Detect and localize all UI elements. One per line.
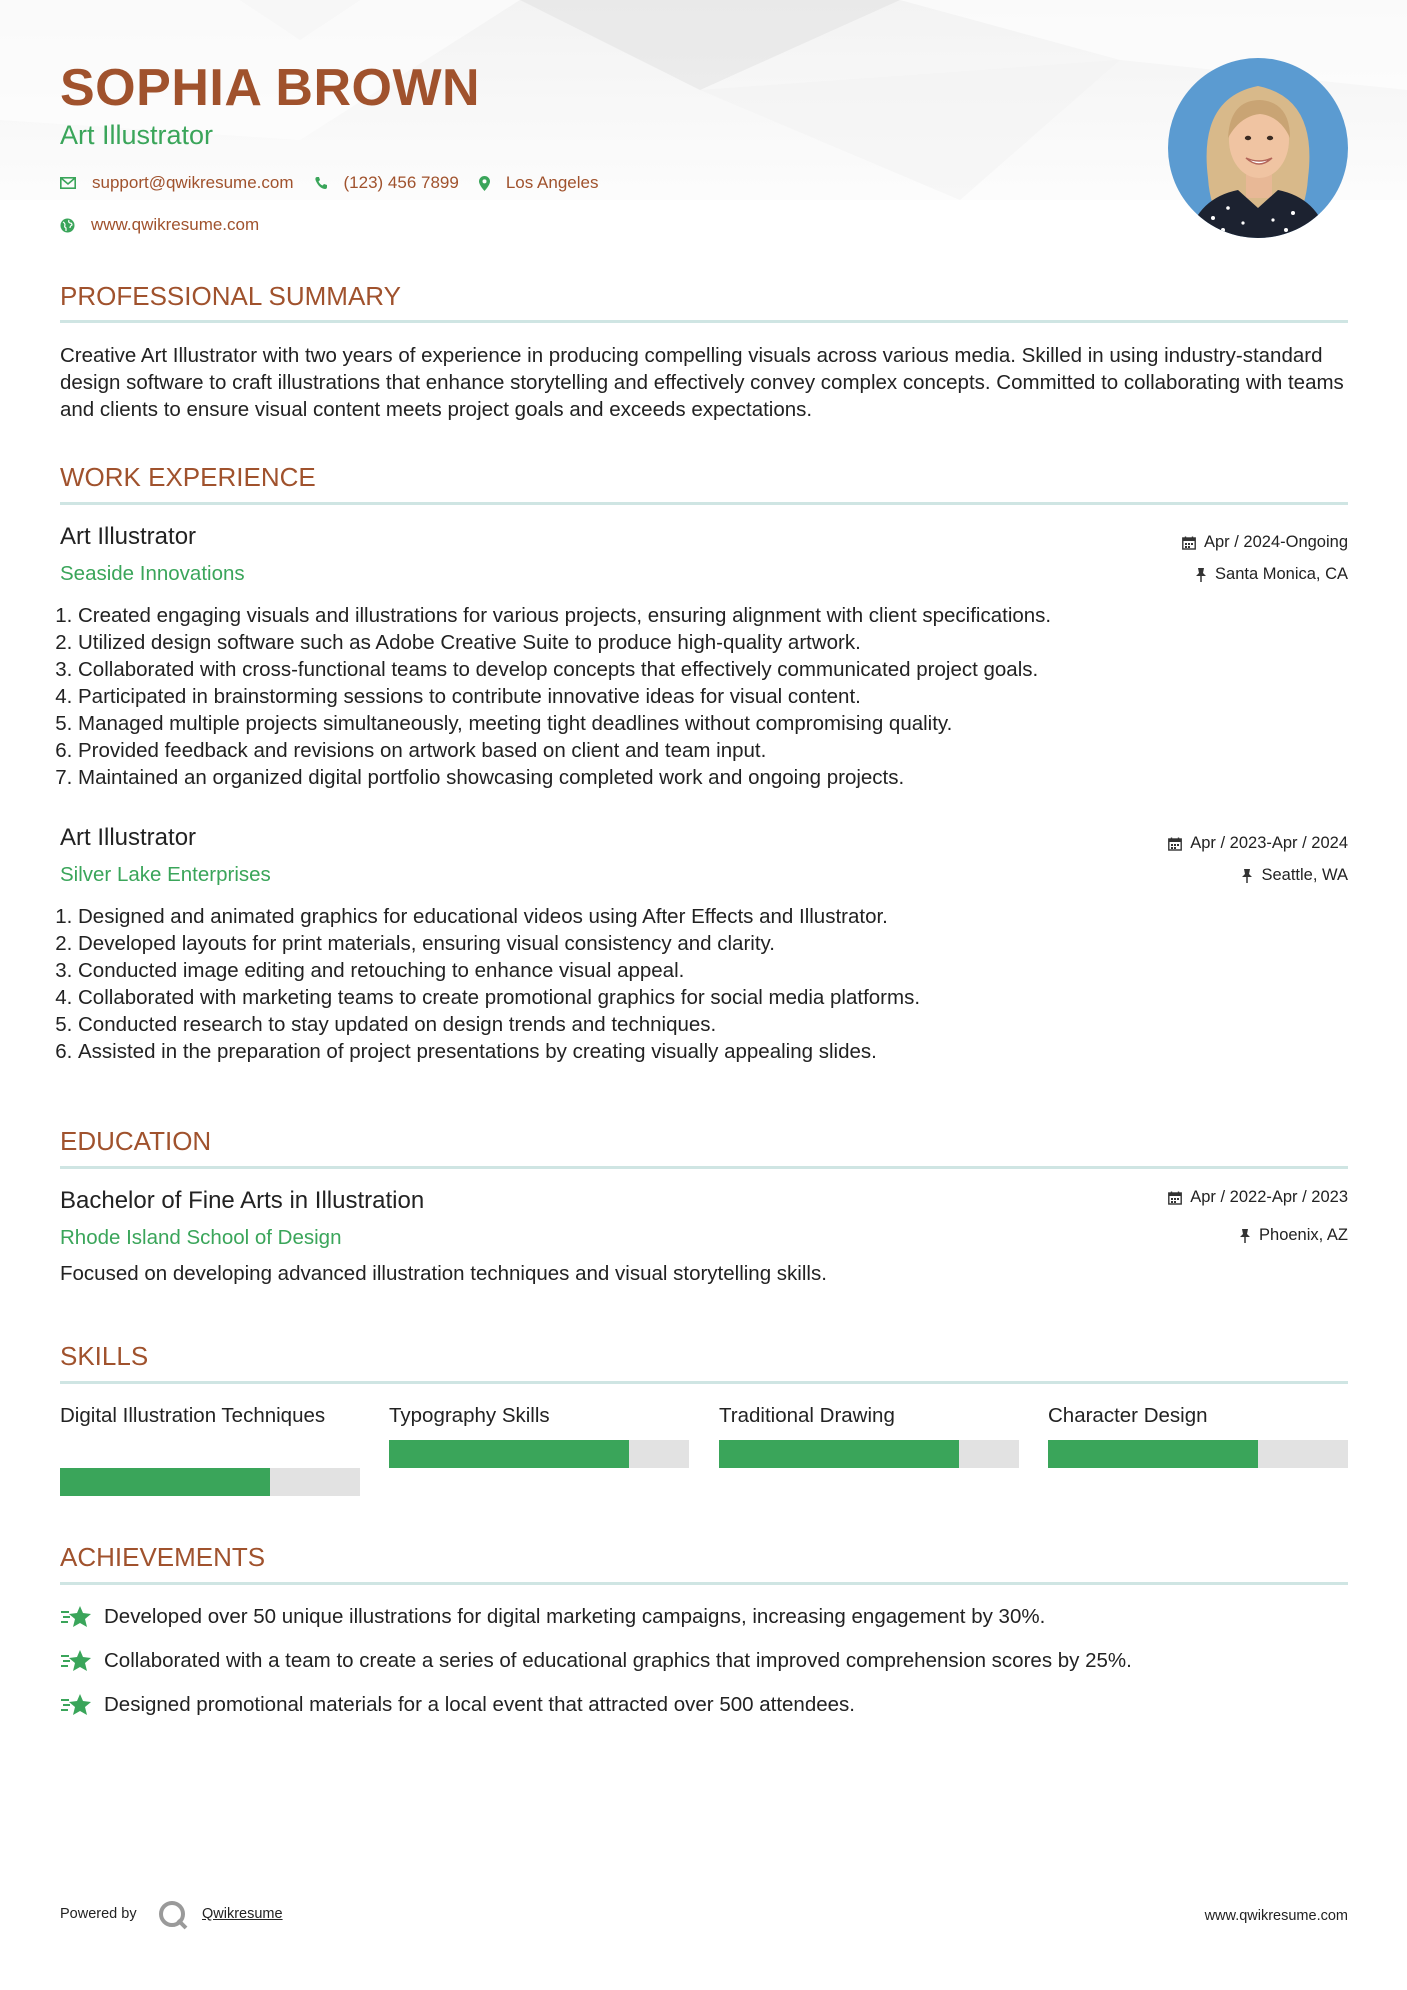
contact-email[interactable] xyxy=(60,173,294,193)
job-dates-text: Apr / 2024-Ongoing xyxy=(1203,533,1348,551)
job-responsibilities xyxy=(60,903,1366,1065)
contact-location xyxy=(479,173,599,193)
skill-label: Character Design xyxy=(1048,1404,1208,1427)
section-title-education: EDUCATION xyxy=(60,1126,212,1156)
section-divider xyxy=(60,1166,1348,1169)
qwikresume-link[interactable]: Qwikresume xyxy=(202,1906,283,1922)
degree-title: Bachelor of Fine Arts in Illustration xyxy=(60,1187,425,1214)
education-description: Focused on developing advanced illustration techniques and visual storytelling skills. xyxy=(60,1262,827,1285)
globe-icon xyxy=(60,218,75,233)
contact-phone[interactable] xyxy=(314,173,459,193)
job-location-text: Seattle, WA xyxy=(1261,866,1348,884)
envelope-icon xyxy=(60,177,76,189)
powered-by-label: Powered by xyxy=(60,1906,137,1922)
list-item: 5. Conducted research to stay updated on design trends and techniques. xyxy=(78,1011,1366,1038)
list-item: 4. Collaborated with marketing teams to create promotional graphics for social media platforms. xyxy=(78,984,1366,1011)
star-achievement-icon xyxy=(60,1648,92,1674)
candidate-name: SOPHIA BROWN xyxy=(60,59,481,117)
skill-level-fill xyxy=(389,1440,629,1468)
section-title-skills: SKILLS xyxy=(60,1341,149,1371)
skill-item xyxy=(1048,1402,1348,1429)
skill-item xyxy=(60,1402,360,1429)
achievement-text: Designed promotional materials for a local event that attracted over 500 attendees. xyxy=(104,1693,855,1716)
skill-label: Typography Skills xyxy=(389,1404,550,1427)
calendar-icon xyxy=(1168,837,1182,851)
section-title-achievements: ACHIEVEMENTS xyxy=(60,1542,266,1572)
section-divider xyxy=(60,320,1348,323)
skill-level-fill xyxy=(719,1440,959,1468)
list-item: 5. Managed multiple projects simultaneously, meeting tight deadlines without compromising quality. xyxy=(78,710,1366,737)
section-title-experience: WORK EXPERIENCE xyxy=(60,462,316,492)
list-item: 2. Utilized design software such as Adobe Creative Suite to produce high-quality artwork. xyxy=(78,629,1366,656)
education-dates xyxy=(1168,1188,1348,1207)
job-location xyxy=(1241,866,1348,885)
list-item: 6. Provided feedback and revisions on artwork based on client and team input. xyxy=(78,737,1366,764)
pushpin-icon xyxy=(1195,568,1207,582)
contact-website[interactable] xyxy=(60,215,259,235)
website-text: www.qwikresume.com xyxy=(91,215,260,234)
phone-icon xyxy=(314,176,328,190)
location-text: Los Angeles xyxy=(505,173,599,192)
job-title: Art Illustrator xyxy=(60,523,197,550)
achievement-item xyxy=(60,1604,1045,1630)
qwikresume-logo-icon xyxy=(158,1900,190,1930)
map-pin-icon xyxy=(479,176,490,191)
company-name: Seaside Innovations xyxy=(60,562,245,585)
pushpin-icon xyxy=(1241,869,1253,883)
school-name: Rhode Island School of Design xyxy=(60,1226,342,1249)
list-item: 1. Designed and animated graphics for educational videos using After Effects and Illustrator. xyxy=(78,903,1366,930)
profile-photo xyxy=(1168,58,1348,238)
list-item: 7. Maintained an organized digital portfolio showcasing completed work and ongoing projects. xyxy=(78,764,1366,791)
skill-level-bar xyxy=(719,1440,1019,1468)
candidate-role: Art Illustrator xyxy=(60,120,214,150)
education-location-text: Phoenix, AZ xyxy=(1259,1226,1348,1244)
education-dates-text: Apr / 2022-Apr / 2023 xyxy=(1190,1188,1348,1206)
section-title-summary: PROFESSIONAL SUMMARY xyxy=(60,281,401,311)
company-name: Silver Lake Enterprises xyxy=(60,863,271,886)
list-item: 2. Developed layouts for print materials, ensuring visual consistency and clarity. xyxy=(78,930,1366,957)
contact-row-website xyxy=(60,215,279,235)
skill-item xyxy=(719,1402,1019,1429)
list-item: 1. Created engaging visuals and illustrations for various projects, ensuring alignment with client specifications. xyxy=(78,602,1366,629)
job-title: Art Illustrator xyxy=(60,824,197,851)
email-text: support@qwikresume.com xyxy=(92,173,294,192)
section-divider xyxy=(60,502,1348,505)
skill-item xyxy=(389,1402,689,1429)
achievement-text: Collaborated with a team to create a series of educational graphics that improved comprehension scores by 25%. xyxy=(104,1649,1132,1672)
skill-level-bar xyxy=(1048,1440,1348,1468)
skill-label: Digital Illustration Techniques xyxy=(60,1404,326,1427)
skill-level-bar xyxy=(389,1440,689,1468)
list-item: 6. Assisted in the preparation of project presentations by creating visually appealing slides. xyxy=(78,1038,1366,1065)
job-location-text: Santa Monica, CA xyxy=(1215,565,1348,583)
list-item: 3. Conducted image editing and retouching to enhance visual appeal. xyxy=(78,957,1366,984)
job-responsibilities xyxy=(60,602,1366,791)
star-achievement-icon xyxy=(60,1604,92,1630)
list-item: 3. Collaborated with cross-functional teams to develop concepts that effectively communicated project goals. xyxy=(78,656,1366,683)
job-dates xyxy=(1182,533,1348,552)
achievement-item xyxy=(60,1648,1132,1674)
skill-level-fill xyxy=(60,1468,270,1496)
pushpin-icon xyxy=(1239,1229,1251,1243)
calendar-icon xyxy=(1182,536,1196,550)
job-location xyxy=(1195,565,1348,584)
list-item: 4. Participated in brainstorming sessions to contribute innovative ideas for visual content. xyxy=(78,683,1366,710)
star-achievement-icon xyxy=(60,1692,92,1718)
phone-text: (123) 456 7899 xyxy=(343,173,459,192)
education-location xyxy=(1239,1226,1348,1245)
job-dates-text: Apr / 2023-Apr / 2024 xyxy=(1190,834,1348,852)
footer-website[interactable]: www.qwikresume.com xyxy=(1204,1908,1348,1924)
achievement-item xyxy=(60,1692,855,1718)
skill-label: Traditional Drawing xyxy=(719,1404,895,1427)
skill-level-fill xyxy=(1048,1440,1258,1468)
job-dates xyxy=(1168,834,1348,853)
calendar-icon xyxy=(1168,1191,1182,1205)
contact-row xyxy=(60,173,618,193)
skill-level-bar xyxy=(60,1468,360,1496)
section-divider xyxy=(60,1381,1348,1384)
achievement-text: Developed over 50 unique illustrations for digital marketing campaigns, increasing engagement by 30%. xyxy=(104,1605,1046,1628)
footer xyxy=(60,1900,1348,1930)
summary-text: Creative Art Illustrator with two years of experience in producing compelling visuals across various media. Skilled in using industry-standard design software to craft illustrations that enhance storytelling and effectively convey complex concepts. Committed to collaborating with teams and clients to ensure visual content meets project goals and exceeds expectations. xyxy=(60,344,1344,421)
section-divider xyxy=(60,1582,1348,1585)
profile-photo-illustration xyxy=(1168,58,1348,238)
